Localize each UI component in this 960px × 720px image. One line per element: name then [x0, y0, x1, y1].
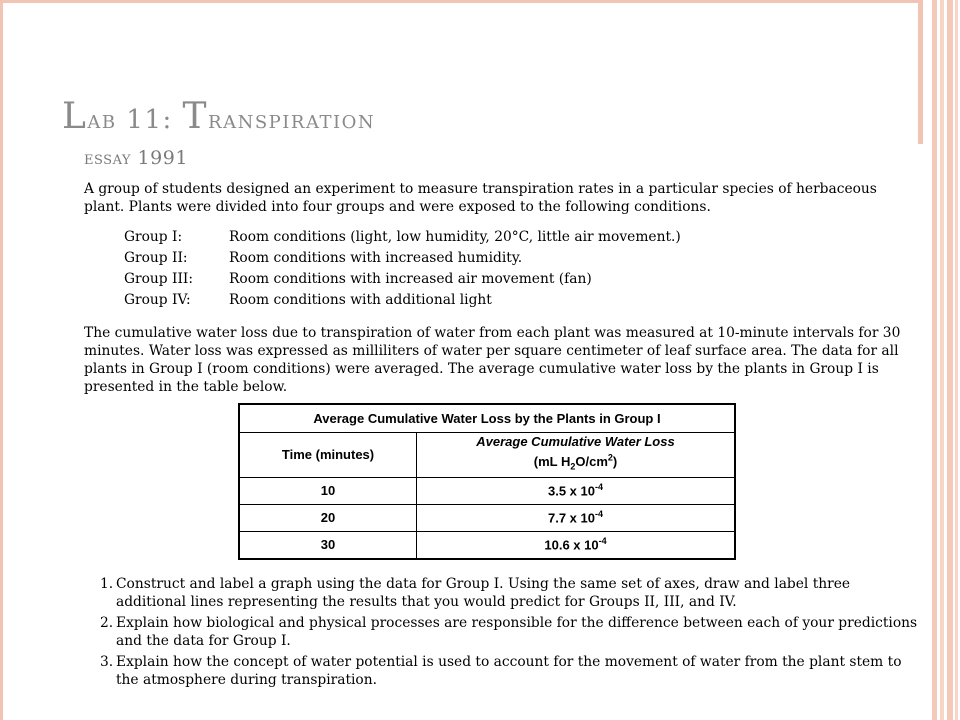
question-item [100, 575, 920, 611]
column-header-water-loss-label: Average Cumulative Water Loss [476, 434, 675, 450]
group-row [124, 227, 681, 248]
description-paragraph: The cumulative water loss due to transpiration of water from each plant was measured at 10-minute intervals for 30 minutes. Water loss was expressed as milliliters of water per square centimeter of leaf surface area. The data for all plants in Group I (room conditions) were averaged. The average cumulative water loss by the plants in Group I is presented in the table below. [84, 325, 901, 395]
frame-right-border [918, 0, 923, 144]
question-text: Explain how biological and physical processes are responsible for the difference between each of your predictions and the data for Group I. [116, 615, 918, 649]
group-row [124, 269, 681, 290]
group-row [124, 248, 681, 269]
time-cell: 20 [239, 504, 417, 531]
question-item [100, 614, 920, 650]
column-header-time: Time (minutes) [239, 432, 417, 477]
table-caption-row [239, 404, 735, 432]
group-row [124, 290, 681, 311]
group-condition: Room conditions with increased humidity. [229, 250, 523, 266]
stripe-2 [940, 0, 944, 720]
group-label: Group I: [124, 229, 183, 245]
table-row [239, 504, 735, 531]
group-label: Group III: [124, 271, 194, 287]
time-cell: 30 [239, 531, 417, 559]
question-item [100, 653, 920, 689]
table-caption: Average Cumulative Water Loss by the Plants in Group I [239, 404, 735, 432]
table-row [239, 531, 735, 559]
question-number: 1. [100, 576, 114, 592]
water-loss-cell: 10.6 x $10^{-4}$ [417, 531, 736, 559]
water-loss-table [238, 403, 736, 560]
water-loss-cell: 7.7 x $10^{-4}$ [417, 504, 736, 531]
group-list [124, 227, 681, 311]
stripe-3 [947, 0, 953, 720]
page-title: Lab 11: Transpiration [62, 96, 376, 137]
time-cell: 10 [239, 477, 417, 504]
column-header-water-loss [417, 432, 736, 477]
decorative-stripes [928, 0, 960, 720]
frame-left-border [0, 0, 3, 720]
question-number: 3. [100, 654, 114, 670]
group-condition: Room conditions with increased air movement (fan) [229, 271, 592, 287]
group-condition: Room conditions with additional light [229, 292, 492, 308]
intro-paragraph: A group of students designed an experiment to measure transpiration rates in a particular species of herbaceous plant. Plants were divided into four groups and were exposed to the following conditions. [84, 181, 877, 215]
stripe-4 [955, 0, 958, 720]
group-condition: Room conditions (light, low humidity, 20°C, little air movement.) [229, 229, 681, 245]
water-loss-cell: 3.5 x $10^{-4}$ [417, 477, 736, 504]
table-row [239, 477, 735, 504]
subtitle: essay 1991 [84, 147, 188, 169]
question-text: Construct and label a graph using the data for Group I. Using the same set of axes, draw and label three additional lines representing the results that you would predict for Groups II, III, and IV. [116, 576, 851, 610]
question-text: Explain how the concept of water potential is used to account for the movement of water from the plant stem to the atmosphere during transpiration. [116, 654, 902, 688]
group-label: Group IV: [124, 292, 191, 308]
table-header-row [239, 432, 735, 477]
group-label: Group II: [124, 250, 188, 266]
frame-top-border [0, 0, 922, 3]
question-number: 2. [100, 615, 114, 631]
stripe-1 [932, 0, 937, 720]
question-list [100, 575, 920, 692]
column-header-unit: (mL $H_2O/cm^2$) [533, 453, 618, 472]
